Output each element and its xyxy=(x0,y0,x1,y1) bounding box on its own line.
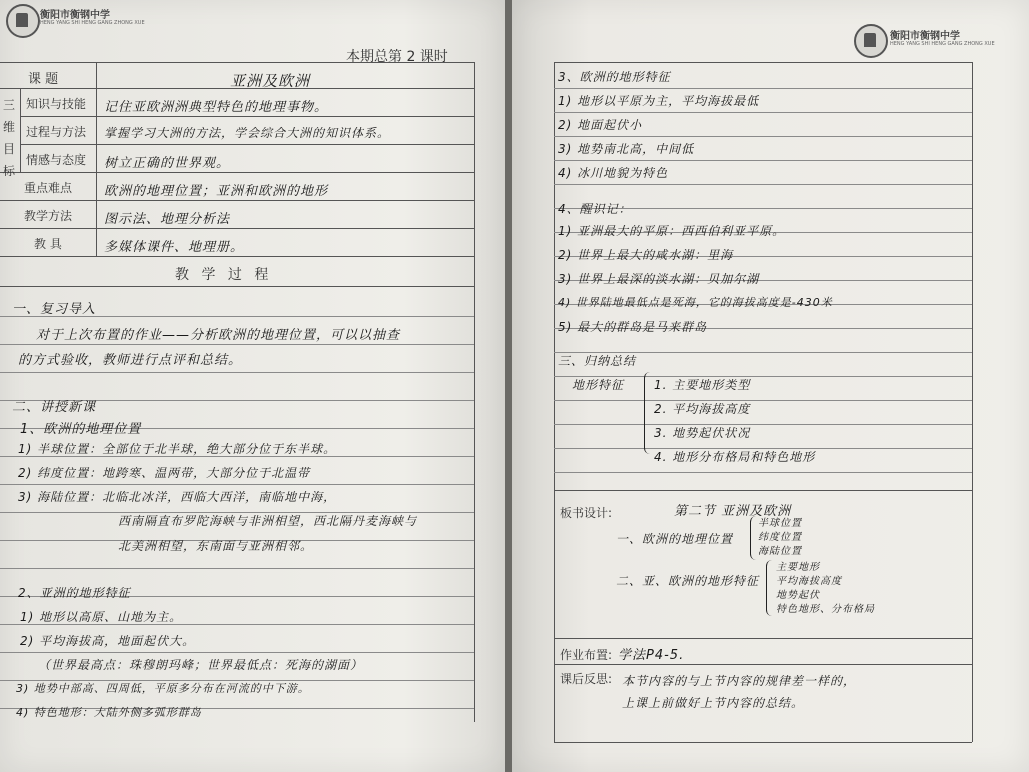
left-line-1: 一、复习导入 xyxy=(12,302,97,317)
right-line-1: 3、欧洲的地形特征 xyxy=(558,70,671,84)
left-line-4: 二、讲授新课 xyxy=(12,400,97,415)
board-brace-2 xyxy=(766,560,773,616)
right-line-8: 2) 世界上最大的咸水湖：里海 xyxy=(558,248,734,262)
topic-value: 亚洲及欧洲 xyxy=(230,72,311,90)
board-item-2-sub-2: 平均海拔高度 xyxy=(776,576,842,587)
right-page xyxy=(512,0,1029,772)
left-line-6: 1) 半球位置：全部位于北半球，绝大部分位于东半球。 xyxy=(18,442,337,456)
left-line-5: 1、欧洲的地理位置 xyxy=(20,422,142,437)
board-item-1-sub-2: 纬度位置 xyxy=(758,532,802,543)
reflection-value-2: 上课上前做好上节内容的总结。 xyxy=(622,696,805,710)
left-line-10: 北美洲相望，东南面与亚洲相邻。 xyxy=(118,539,314,553)
right-line-14: 1. 主要地形类型 xyxy=(654,378,751,392)
tools-value: 多媒体课件、地理册。 xyxy=(104,240,245,255)
left-line-2: 对于上次布置的作业——分析欧洲的地理位置，可以以抽查 xyxy=(36,328,401,343)
left-line-16: 4) 特色地形：大陆外侧多弧形群岛 xyxy=(16,706,202,719)
left-line-3: 的方式验收，教师进行点评和总结。 xyxy=(18,353,243,368)
right-line-6: 4、醒识记： xyxy=(558,202,632,216)
right-line-11: 5) 最大的群岛是马来群岛 xyxy=(558,320,708,334)
left-line-13: 2) 平均海拔高，地面起伏大。 xyxy=(20,634,196,648)
teaching-process-title: 教 学 过 程 xyxy=(175,267,273,283)
school-name-sub: HENG YANG SHI HENG GANG ZHONG XUE xyxy=(890,41,995,47)
knowledge-label: 知识与技能 xyxy=(26,97,87,111)
three-dim-label: 三维目标 xyxy=(3,98,16,178)
board-label: 板书设计: xyxy=(560,506,613,520)
reflection-label: 课后反思: xyxy=(560,672,613,686)
tools-label: 教 具 xyxy=(34,237,62,251)
emotion-value: 树立正确的世界观。 xyxy=(104,156,231,171)
right-line-10: 4) 世界陆地最低点是死海，它的海拔高度是-430米 xyxy=(558,296,833,309)
emotion-label: 情感与态度 xyxy=(26,153,87,167)
method-label: 教学方法 xyxy=(24,209,73,223)
board-item-1: 一、欧洲的地理位置 xyxy=(616,532,734,546)
right-line-16: 3. 地势起伏状况 xyxy=(654,426,751,440)
board-brace-1 xyxy=(750,516,757,560)
process-value: 掌握学习大洲的方法，学会综合大洲的知识体系。 xyxy=(104,126,391,140)
left-line-12: 1) 地形以高原、山地为主。 xyxy=(20,610,183,624)
right-line-7: 1) 亚洲最大的平原：西西伯利亚平原。 xyxy=(558,224,786,238)
homework-value: 学法P4-5. xyxy=(618,648,685,663)
right-line-17: 4. 地形分布格局和特色地形 xyxy=(654,450,816,464)
left-line-14: （世界最高点：珠穆朗玛峰；世界最低点：死海的湖面） xyxy=(38,658,364,672)
lesson-count-header: 本期总第 2 课时 xyxy=(346,49,448,65)
left-line-9: 西南隔直布罗陀海峡与非洲相望，西北隔丹麦海峡与 xyxy=(118,514,418,528)
board-item-2-sub-1: 主要地形 xyxy=(776,562,820,573)
key-label: 重点难点 xyxy=(24,181,73,195)
left-page xyxy=(0,0,505,772)
board-item-2-sub-4: 特色地形、分布格局 xyxy=(776,604,875,615)
board-item-1-sub-1: 半球位置 xyxy=(758,518,802,529)
process-label: 过程与方法 xyxy=(26,125,87,139)
reflection-value-1: 本节内容的与上节内容的规律差一样的， xyxy=(622,674,857,688)
left-line-15: 3) 地势中部高、四周低，平原多分布在河流的中下游。 xyxy=(16,682,310,695)
school-logo-icon xyxy=(854,24,888,58)
school-name-sub: HENG YANG SHI HENG GANG ZHONG XUE xyxy=(40,20,145,26)
right-line-3: 2) 地面起伏小 xyxy=(558,118,643,132)
summary-brace xyxy=(644,372,651,454)
left-line-11: 2、亚洲的地形特征 xyxy=(18,586,131,600)
right-line-15: 2. 平均海拔高度 xyxy=(654,402,751,416)
method-value: 图示法、地理分析法 xyxy=(104,212,231,227)
board-title: 第二节 亚洲及欧洲 xyxy=(674,504,792,519)
key-value: 欧洲的地理位置；亚洲和欧洲的地形 xyxy=(104,184,329,199)
left-line-8: 3) 海陆位置：北临北冰洋，西临大西洋，南临地中海， xyxy=(18,490,337,504)
right-line-2: 1) 地形以平原为主，平均海拔最低 xyxy=(558,94,760,108)
school-logo-icon xyxy=(6,4,40,38)
homework-label: 作业布置: xyxy=(560,648,613,662)
right-line-4: 3) 地势南北高，中间低 xyxy=(558,142,695,156)
board-item-2-sub-3: 地势起伏 xyxy=(776,590,820,601)
topic-label: 课 题 xyxy=(28,72,59,87)
right-line-5: 4) 冰川地貌为特色 xyxy=(558,166,669,180)
knowledge-value: 记住亚欧洲洲典型特色的地理事物。 xyxy=(104,100,329,115)
school-name: 衡阳市衡钢中学 xyxy=(890,31,960,42)
school-name: 衡阳市衡钢中学 xyxy=(40,10,110,21)
board-item-1-sub-3: 海陆位置 xyxy=(758,546,802,557)
right-line-9: 3) 世界上最深的淡水湖：贝加尔湖 xyxy=(558,272,760,286)
right-line-13: 地形特征 xyxy=(572,378,625,392)
left-line-7: 2) 纬度位置：地跨寒、温两带，大部分位于北温带 xyxy=(18,466,311,480)
board-item-2: 二、亚、欧洲的地形特征 xyxy=(616,574,760,588)
right-line-12: 三、归纳总结 xyxy=(558,354,637,368)
